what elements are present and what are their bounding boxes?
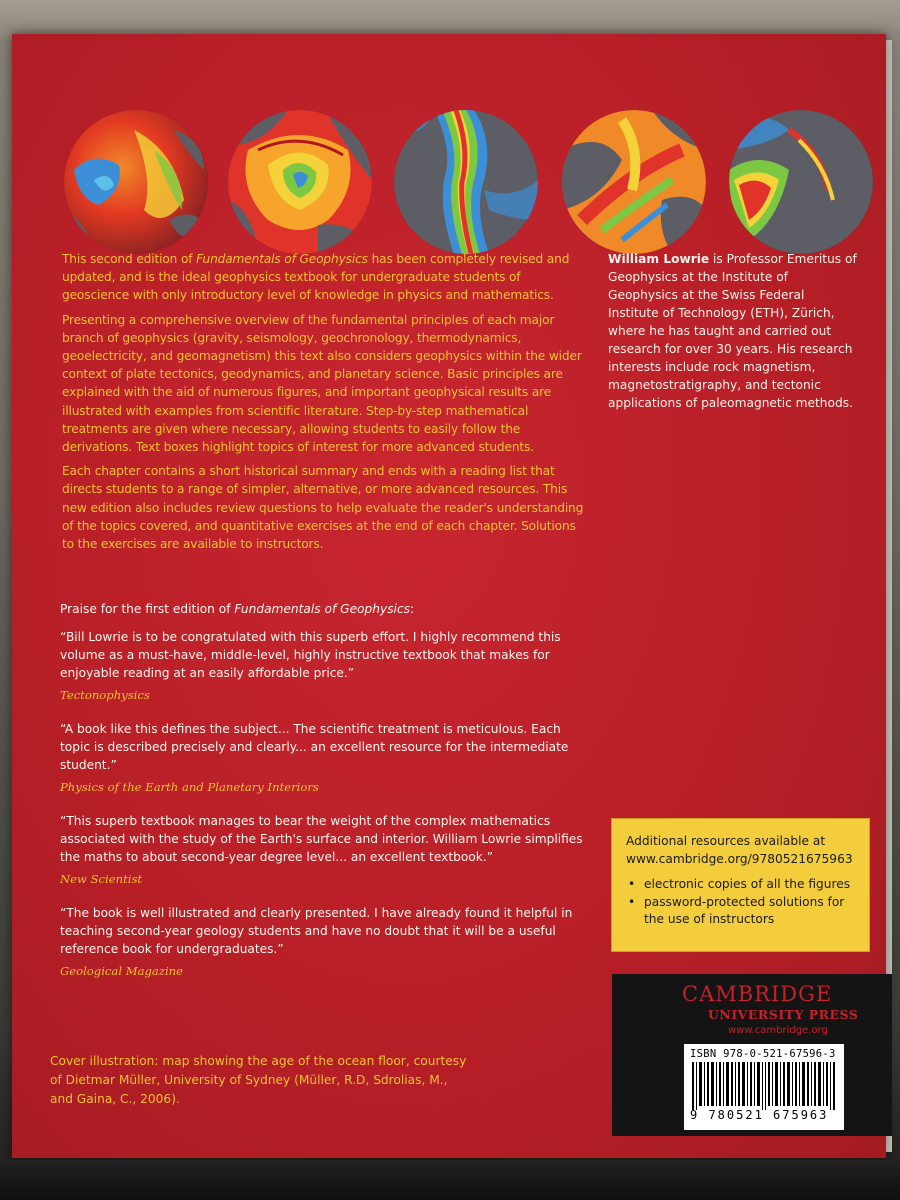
author-bio <box>608 250 858 412</box>
globe-southern-image <box>562 110 706 254</box>
barcode-digits: 9 780521 675963 <box>690 1108 829 1122</box>
globe-atlantic-image <box>394 110 538 254</box>
praise-heading-text: Praise for the first edition of <box>60 602 235 616</box>
resources-list <box>626 876 857 929</box>
resources-item-text: password-protected solutions for the use of instructors <box>644 894 845 926</box>
book-description <box>62 250 590 559</box>
publisher-url: www.cambridge.org <box>728 1025 828 1036</box>
author-bio-text: is Professor Emeritus of Geophysics at the Institute of Geophysics at the Swiss Federal Institute of Technology (ETH), Zürich, where he has taught and carried out research for over 30 years. His research interests include rock magnetism, magnetostratigraphy, and tectonic applications of paleomagnetic methods. <box>608 252 857 410</box>
review-quote: “A book like this defines the subject... The scientific treatment is meticulous. Each topic is described precisely and clearly... an excellent resource for the intermediate student.” <box>60 722 569 772</box>
review-quote: “The book is well illustrated and clearly presented. I have already found it helpful in teaching second-year geology students and have no doubt that it will be a useful reference book for undergraduates.” <box>60 906 573 956</box>
praise-section <box>60 600 590 996</box>
globe-indian-ocean-image <box>228 110 372 254</box>
publisher-logo-name: CAMBRIDGE <box>682 982 833 1006</box>
barcode-icon <box>690 1062 838 1110</box>
publisher-panel <box>612 974 892 1136</box>
isbn-barcode <box>684 1044 844 1130</box>
description-paragraph-1 <box>62 250 590 305</box>
cover-illustration-credit: Cover illustration: map showing the age of the ocean floor, courtesy of Dietmar Müller, University of Sydney (Müller, R.D, Sdrolias, M., and Gaina, C., 2006). <box>50 1054 467 1106</box>
review-quote: “This superb textbook manages to bear the weight of the complex mathematics associated with the study of the Earth's surface and interior. William Lowrie simplifies the maths to about second-year degree level... an excellent textbook.” <box>60 814 583 864</box>
description-text: has been completely revised and updated, and is the ideal geophysics textbook for undergraduate students of geoscience with only introductory level of knowledge in physics and mathematics. <box>62 252 570 303</box>
publisher-logo-subname: UNIVERSITY PRESS <box>708 1007 859 1022</box>
review-source: Geological Magazine <box>60 964 183 978</box>
resources-url: www.cambridge.org/9780521675963 <box>626 851 853 866</box>
additional-resources-box <box>611 818 870 952</box>
author-name: William Lowrie <box>608 252 710 266</box>
ocean-age-globes <box>62 80 874 260</box>
globe-arctic-image <box>729 110 873 254</box>
book-title-italic: Fundamentals of Geophysics <box>196 252 368 266</box>
praise-heading-title: Fundamentals of Geophysics <box>234 602 410 616</box>
review-source: Tectonophysics <box>60 688 150 702</box>
praise-heading-colon: : <box>410 602 415 616</box>
resources-item-text: electronic copies of all the figures <box>644 877 851 891</box>
isbn-number: ISBN 978-0-521-67596-3 <box>690 1048 836 1060</box>
bullet-icon: • <box>628 894 636 909</box>
review-source: Physics of the Earth and Planetary Interiors <box>60 780 319 794</box>
resources-list-item <box>626 876 857 894</box>
review-quote: “Bill Lowrie is to be congratulated with this superb effort. I highly recommend this volume as a must-have, middle-level, highly instructive textbook that makes for enjoyable reading at an easily affordable price.” <box>60 630 561 680</box>
background-floor <box>0 1160 900 1200</box>
review-source: New Scientist <box>60 872 143 886</box>
resources-line-1: Additional resources available at <box>626 834 826 848</box>
description-text: This second edition of <box>62 252 197 266</box>
description-paragraph-3: Each chapter contains a short historical summary and ends with a reading list that directs students to a range of simpler, alternative, or more advanced resources. This new edition also includes review questions to help evaluate the reader's understanding of the topics covered, and quantitative exercises at the end of each chapter. Solutions to the exercises are available to instructors. <box>62 464 584 552</box>
praise-heading <box>60 600 590 618</box>
resources-list-item <box>626 894 857 929</box>
description-paragraph-2: Presenting a comprehensive overview of the fundamental principles of each major branch of geophysics (gravity, seismology, geochronology, thermodynamics, geoelectricity, and geomagnetism) this text also considers geophysics within the wider context of plate tectonics, geodynamics, and planetary science. Basic principles are explained with the aid of numerous figures, and important geophysical results are illustrated with examples from scientific literature. Step-by-step mathematical treatments are given where necessary, allowing students to easily follow the derivations. Text boxes highlight topics of interest for more advanced students. <box>62 312 582 455</box>
globe-pacific-image <box>64 110 208 254</box>
bullet-icon: • <box>628 877 636 891</box>
